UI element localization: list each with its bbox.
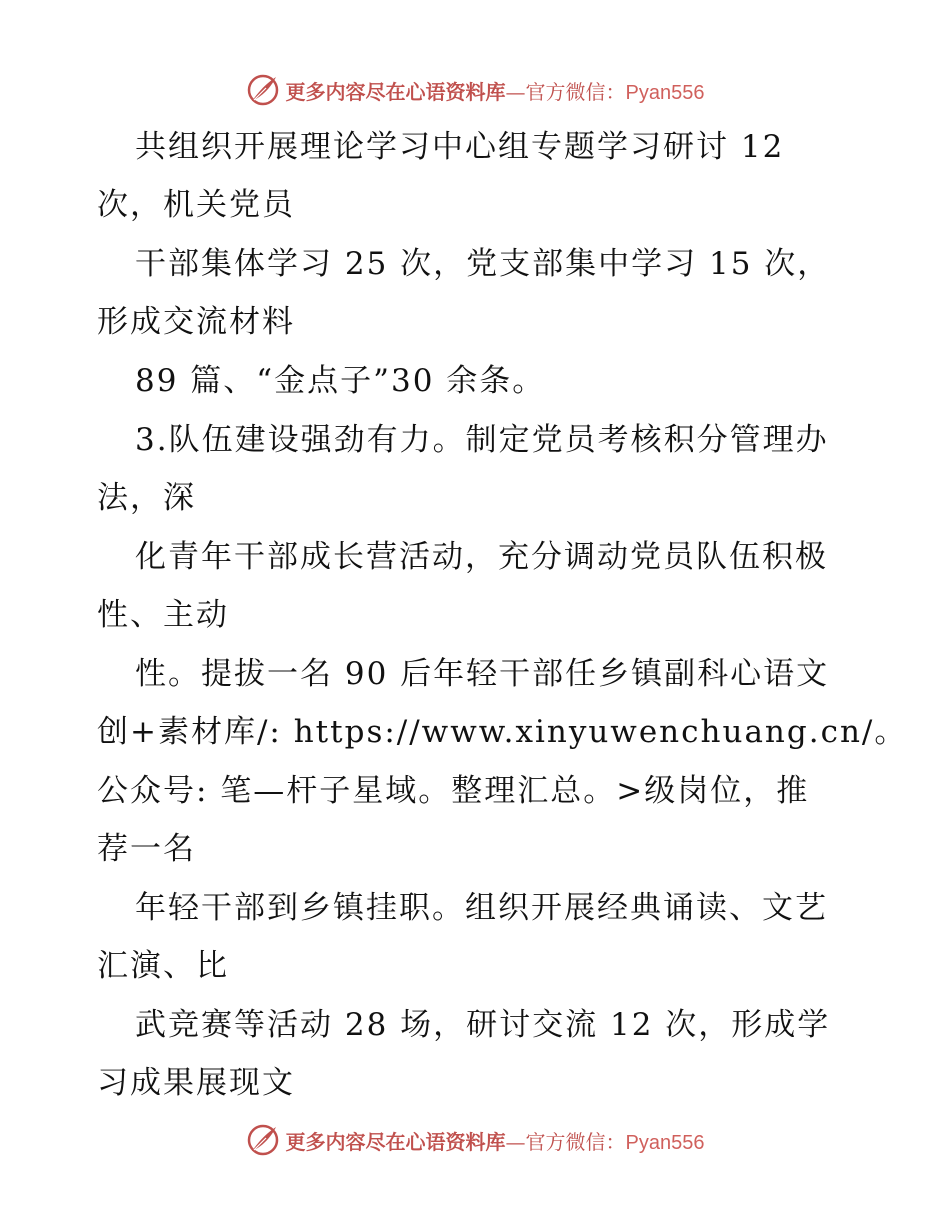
watermark-content [246,1123,705,1157]
watermark-official: 官方微信： [525,79,626,104]
body-line: 武竞赛等活动 28 场，研讨交流 12 次，形成学 [135,1007,831,1043]
body-line: 公众号: 笔—杆子星域。整理汇总。>级岗位，推 [97,773,810,809]
body-line: 创+素材库/: https://www.xinyuwenchuang.cn/。 [97,714,908,750]
body-line: 化青年干部成长营活动，充分调动党员队伍积极 [135,539,828,575]
body-line: 次，机关党员 [97,187,295,223]
body-line: 汇演、比 [97,948,229,984]
body-line: 性、主动 [97,597,229,633]
watermark-brand: 更多内容尽在心语资料库 [285,1129,506,1154]
body-line: 89 篇、“金点子”30 余条。 [135,363,546,399]
body-line: 法，深 [97,480,196,516]
body-line: 共组织开展理论学习中心组专题学习研讨 12 [135,129,785,165]
body-line: 年轻干部到乡镇挂职。组织开展经典诵读、文艺 [135,890,828,926]
watermark-content [246,73,705,107]
quill-logo-icon [246,73,280,107]
quill-logo-icon [246,1123,280,1157]
watermark-text [286,76,705,105]
footer-watermark [0,1120,950,1160]
watermark-text [286,1126,705,1155]
watermark-separator: — [505,1129,526,1154]
watermark-brand: 更多内容尽在心语资料库 [285,79,506,104]
body-line: 形成交流材料 [97,304,295,340]
body-line: 干部集体学习 25 次，党支部集中学习 15 次， [135,246,831,282]
watermark-wechat-id: Pyan556 [625,81,705,104]
watermark-separator: — [505,79,526,104]
body-line: 荐一名 [97,831,196,867]
body-line: 性。提拔一名 90 后年轻干部任乡镇副科心语文 [135,656,830,692]
watermark-wechat-id: Pyan556 [625,1131,705,1154]
watermark-official: 官方微信： [525,1129,626,1154]
header-watermark [0,70,950,110]
body-line: 3.队伍建设强劲有力。制定党员考核积分管理办 [135,422,829,458]
body-line: 习成果展现文 [97,1065,295,1101]
